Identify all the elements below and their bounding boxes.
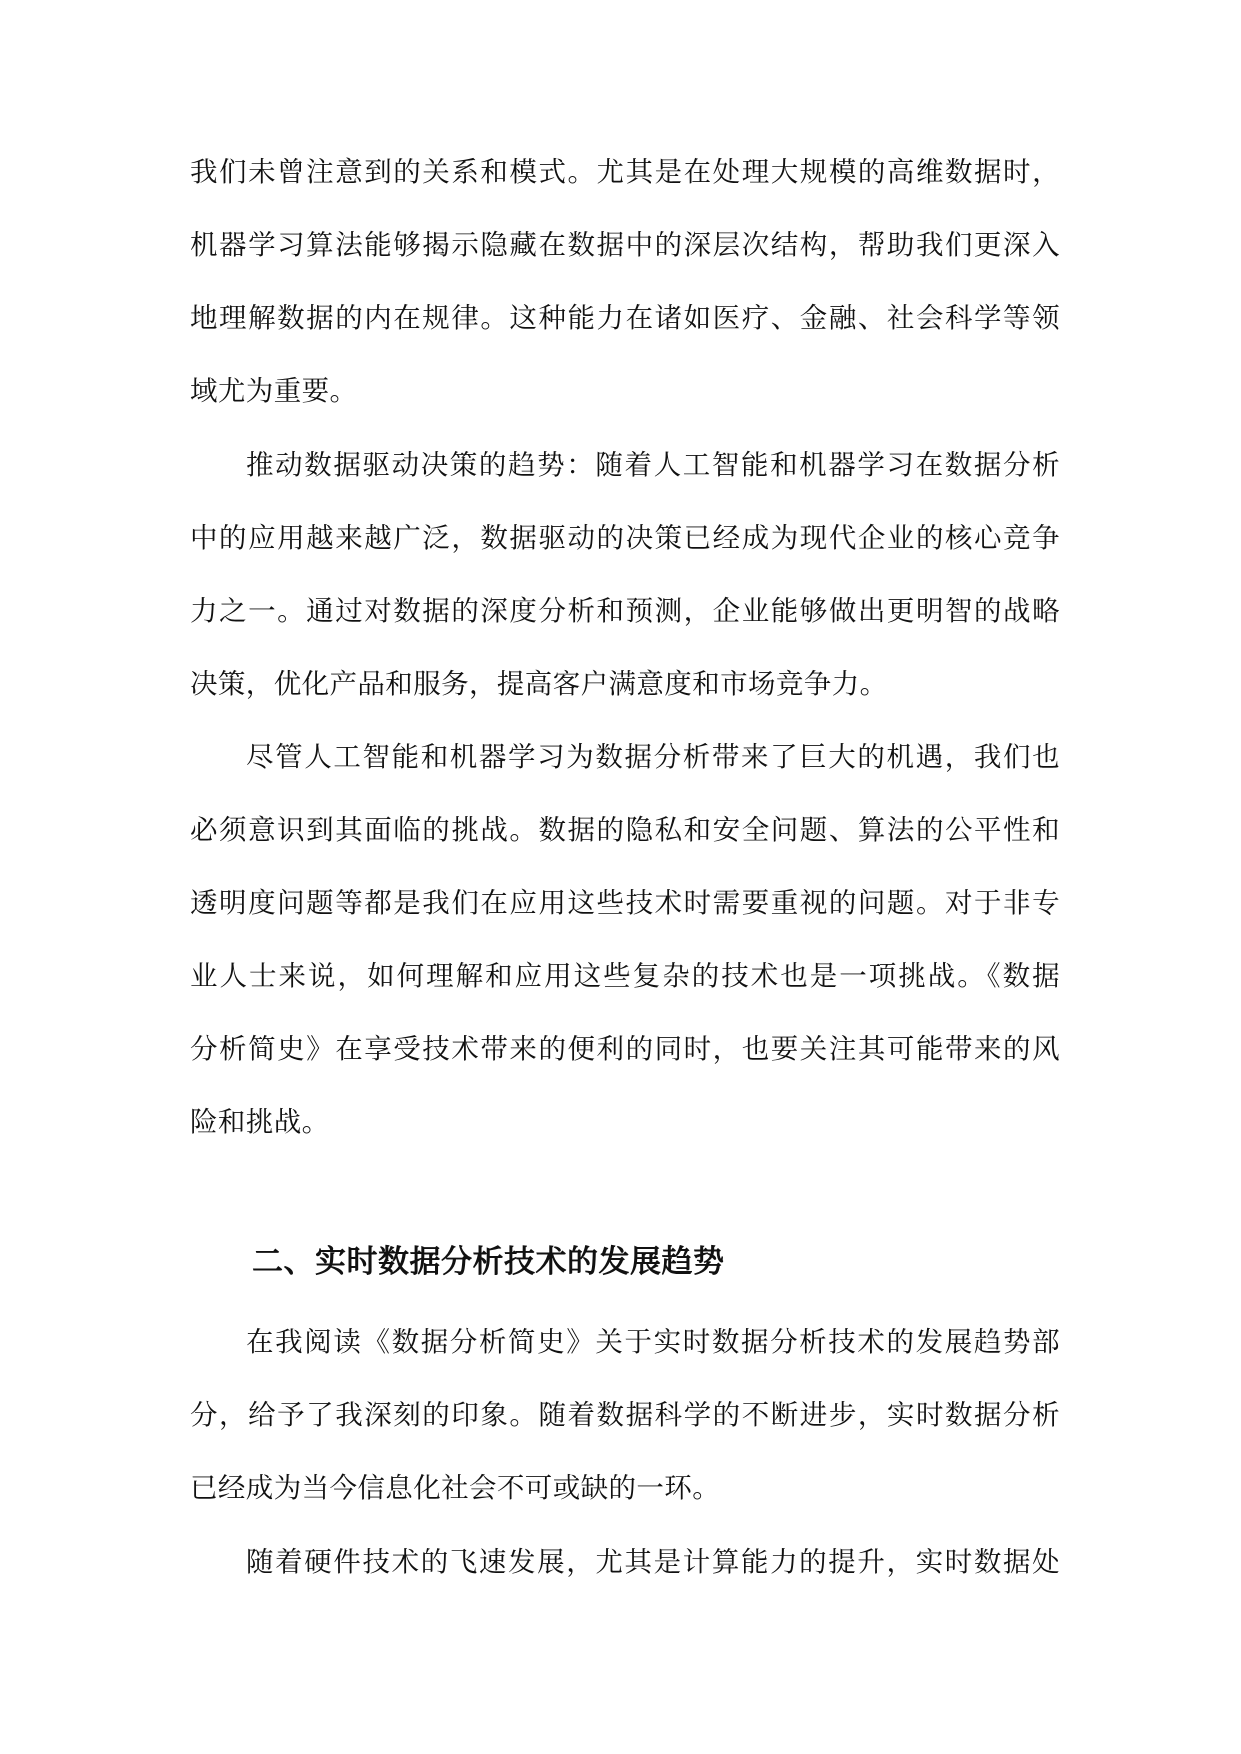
paragraph-1-line-1: 我们未曾注意到的关系和模式。尤其是在处理大规模的高维数据时， [190,156,1060,188]
paragraph-3-line-5: 分析简史》在享受技术带来的便利的同时，也要关注其可能带来的风 [190,1033,1060,1065]
section-heading: 二、实时数据分析技术的发展趋势 [252,1244,725,1280]
paragraph-1-line-4: 域尤为重要。 [190,375,358,407]
paragraph-2-line-3: 力之一。通过对数据的深度分析和预测，企业能够做出更明智的战略 [190,595,1060,627]
paragraph-2-line-4: 决策，优化产品和服务，提高客户满意度和市场竞争力。 [190,668,888,700]
paragraph-3-line-2: 必须意识到其面临的挑战。数据的隐私和安全问题、算法的公平性和 [190,814,1060,846]
paragraph-2-line-1: 推动数据驱动决策的趋势：随着人工智能和机器学习在数据分析 [246,449,1060,481]
paragraph-2-line-2: 中的应用越来越广泛，数据驱动的决策已经成为现代企业的核心竞争 [190,522,1060,554]
paragraph-1-line-2: 机器学习算法能够揭示隐藏在数据中的深层次结构，帮助我们更深入 [190,229,1060,261]
paragraph-3-line-6: 险和挑战。 [190,1106,330,1138]
paragraph-4-line-1: 在我阅读《数据分析简史》关于实时数据分析技术的发展趋势部 [246,1326,1060,1358]
paragraph-3-line-1: 尽管人工智能和机器学习为数据分析带来了巨大的机遇，我们也 [246,741,1060,773]
paragraph-4-line-3: 已经成为当今信息化社会不可或缺的一环。 [190,1472,721,1504]
paragraph-3-line-3: 透明度问题等都是我们在应用这些技术时需要重视的问题。对于非专 [190,887,1060,919]
paragraph-3-line-4: 业人士来说，如何理解和应用这些复杂的技术也是一项挑战。《数据 [190,960,1060,992]
paragraph-4-line-2: 分，给予了我深刻的印象。随着数据科学的不断进步，实时数据分析 [190,1399,1060,1431]
paragraph-5-line-1: 随着硬件技术的飞速发展，尤其是计算能力的提升，实时数据处 [246,1546,1060,1578]
paragraph-1-line-3: 地理解数据的内在规律。这种能力在诸如医疗、金融、社会科学等领 [190,302,1060,334]
